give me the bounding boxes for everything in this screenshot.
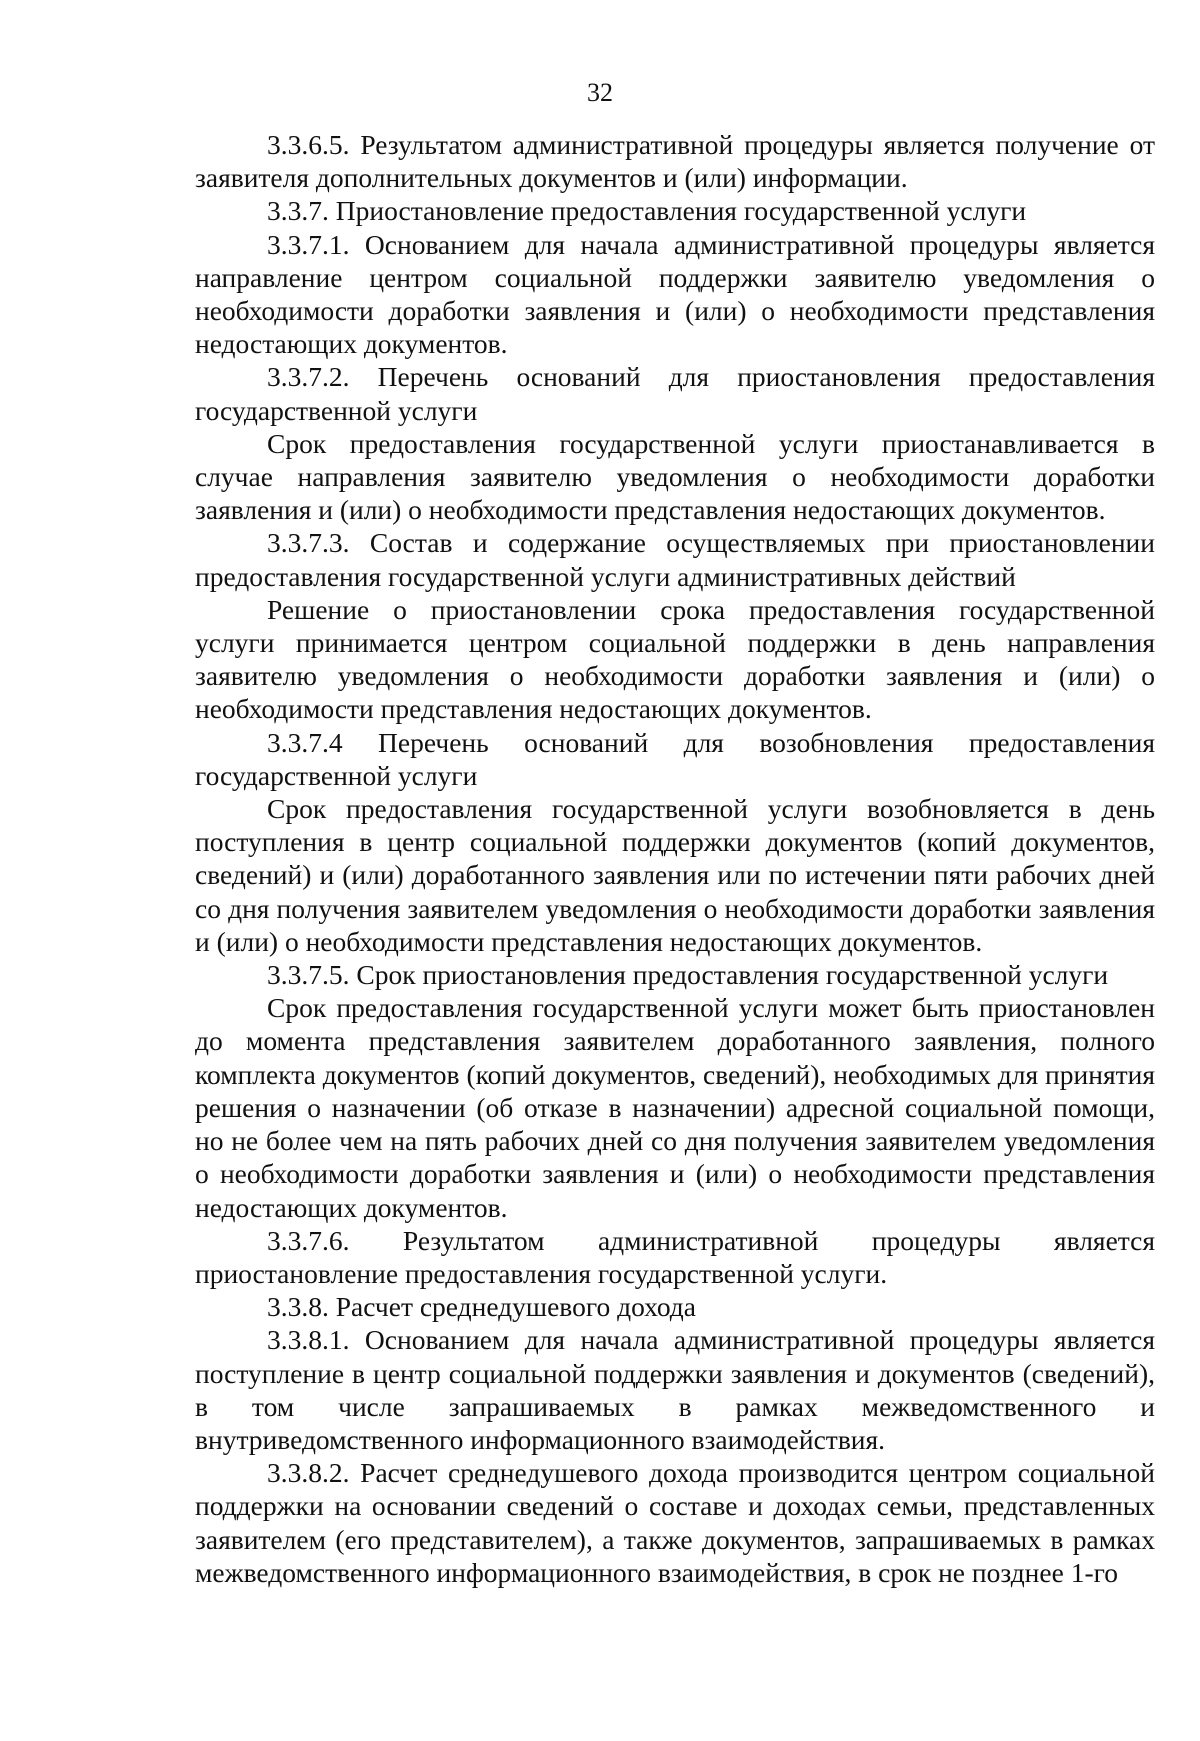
heading-3-3-7-5: 3.3.7.5. Срок приостановления предоставления государственной услуги <box>267 959 1109 991</box>
heading-3-3-8: 3.3.8. Расчет среднедушевого дохода <box>267 1291 696 1323</box>
heading-3-3-7-3: 3.3.7.3. Состав и содержание осуществляемых при приостановлении предоставления государственной услуги административных действий <box>195 527 1155 592</box>
paragraph-3-3-7-1: 3.3.7.1. Основанием для начала административной процедуры является направление центром социальной поддержки заявителю уведомления о необходимости доработки заявления и (или) о необходимости представления недостающих документов. <box>195 228 1155 360</box>
heading-3-3-7-4: 3.3.7.4 Перечень оснований для возобновления предоставления государственной услуги <box>195 726 1155 791</box>
heading-3-3-7-2: 3.3.7.2. Перечень оснований для приостановления предоставления государственной услуги <box>195 361 1155 426</box>
paragraph-resumption-term: Срок предоставления государственной услуги возобновляется в день поступления в центр социальной поддержки документов (копий документов, сведений) и (или) доработанного заявления или по истечении пяти рабочих дней со дня получения заявителем уведомления о необходимости доработки заявления и (или) о необходимости представления недостающих документов. <box>195 793 1155 957</box>
paragraph-3-3-8-2: 3.3.8.2. Расчет среднедушевого дохода производится центром социальной поддержки на основании сведений о составе и доходах семьи, представленных заявителем (его представителем), а также документов, запрашиваемых в рамках межведомственного информационного взаимодействия, в срок не позднее 1-го <box>195 1457 1155 1588</box>
paragraph-3-3-6-5: 3.3.6.5. Результатом административной процедуры является получение от заявителя дополнительных документов и (или) информации. <box>195 129 1155 194</box>
paragraph-3-3-7-6: 3.3.7.6. Результатом административной процедуры является приостановление предоставления государственной услуги. <box>195 1224 1155 1289</box>
document-body <box>195 128 1155 1589</box>
paragraph-suspension-decision: Решение о приостановлении срока предоставления государственной услуги принимается центром социальной поддержки в день направления заявителю уведомления о необходимости доработки заявления и (или) о необходимости представления недостающих документов. <box>195 593 1155 725</box>
paragraph-suspension-period: Срок предоставления государственной услуги может быть приостановлен до момента представления заявителем доработанного заявления, полного комплекта документов (копий документов, сведений), необходимых для принятия решения о назначении (об отказе в назначении) адресной социальной помощи, но не более чем на пять рабочих дней со дня получения заявителем уведомления о необходимости доработки заявления и (или) о необходимости представления недостающих документов. <box>195 992 1155 1223</box>
heading-3-3-7: 3.3.7. Приостановление предоставления государственной услуги <box>267 195 1027 227</box>
paragraph-suspension-term: Срок предоставления государственной услуги приостанавливается в случае направления заявителю уведомления о необходимости доработки заявления и (или) о необходимости представления недостающих документов. <box>195 427 1155 526</box>
page-number: 32 <box>587 78 613 107</box>
paragraph-3-3-8-1: 3.3.8.1. Основанием для начала административной процедуры является поступление в центр социальной поддержки заявления и документов (сведений), в том числе запрашиваемых в рамках межведомственного и внутриведомственного информационного взаимодействия. <box>195 1324 1155 1455</box>
